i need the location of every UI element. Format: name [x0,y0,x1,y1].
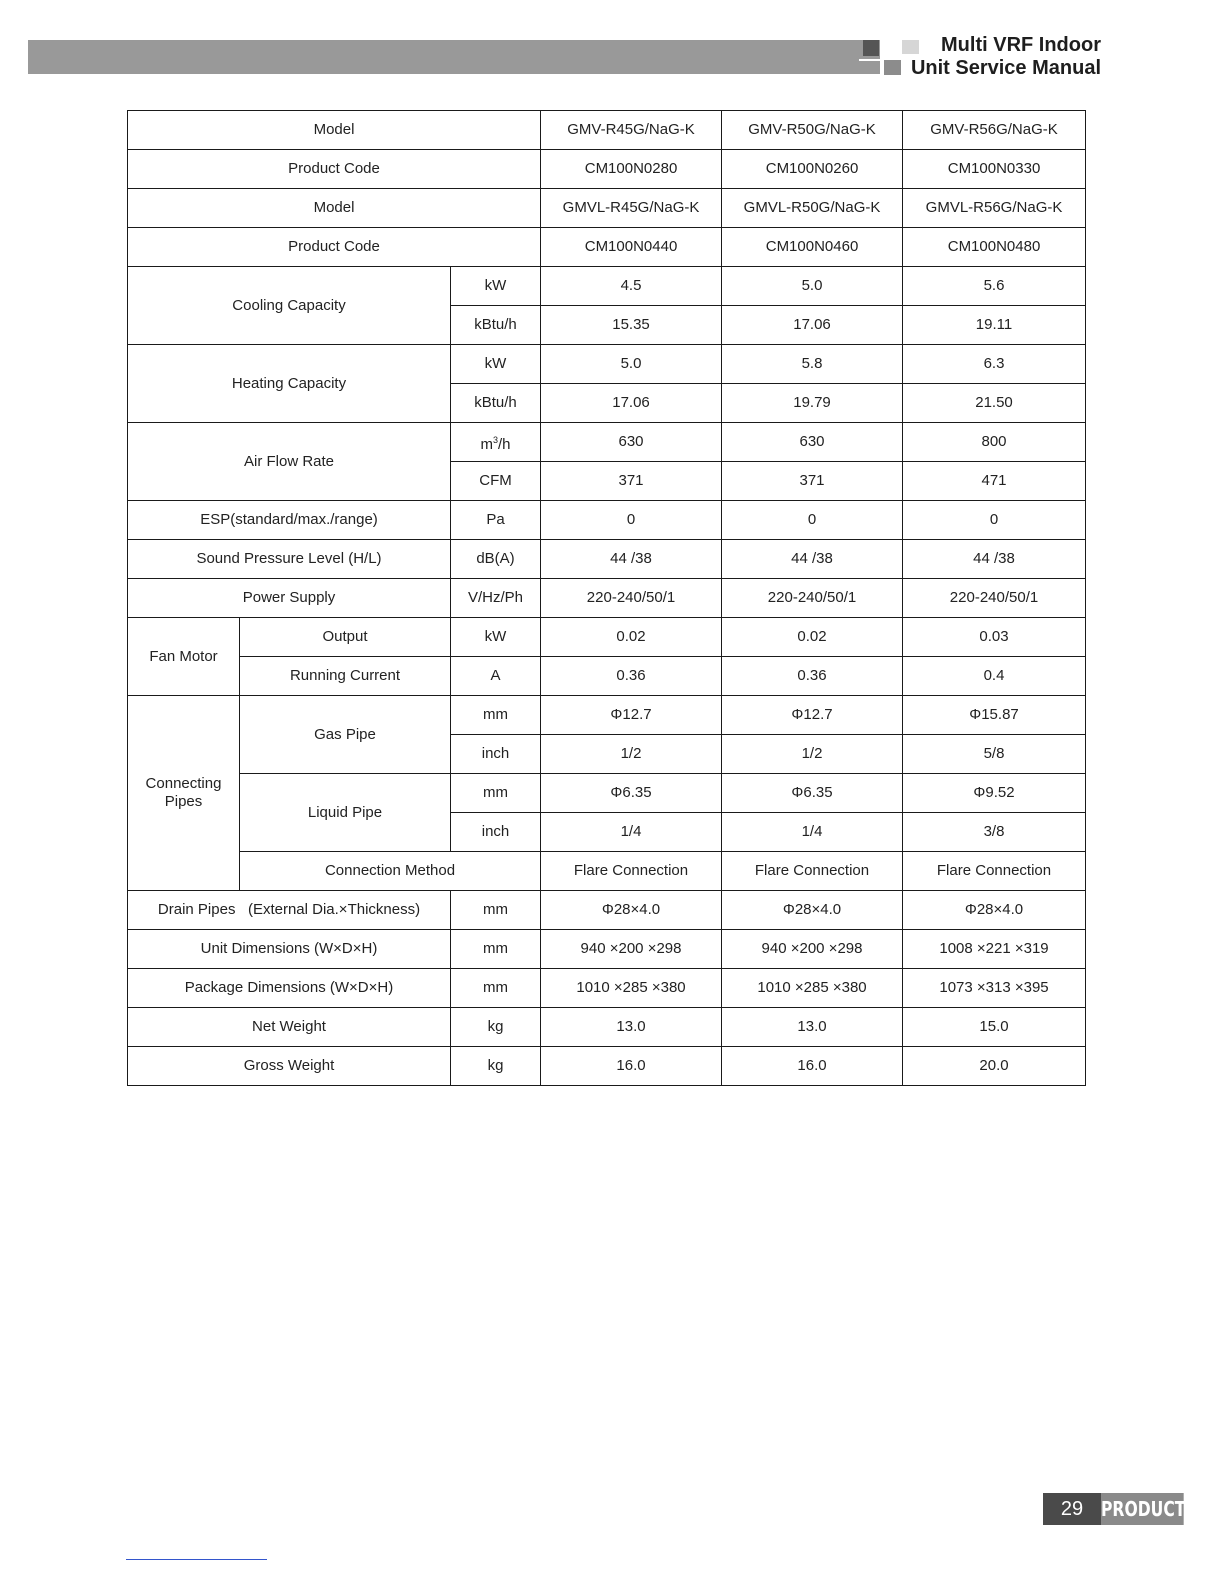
value-cell: Φ6.35 [541,774,722,813]
table-row [128,189,1086,228]
value-cell: 1073 ×313 ×395 [903,969,1086,1008]
unit-cell: V/Hz/Ph [451,579,541,618]
value-cell: 4.5 [541,267,722,306]
value-cell: 220-240/50/1 [722,579,903,618]
value-cell: 15.35 [541,306,722,345]
value-cell: Φ12.7 [541,696,722,735]
unit-cell: inch [451,813,541,852]
unit-cell: A [451,657,541,696]
table-row [128,579,1086,618]
table-row [128,111,1086,150]
value-cell: 1008 ×221 ×319 [903,930,1086,969]
value-cell: Flare Connection [541,852,722,891]
value-cell: Φ6.35 [722,774,903,813]
header-square-frame [859,40,883,61]
table-row [128,696,1086,735]
table-row [128,930,1086,969]
table-row [128,969,1086,1008]
value-cell: 940 ×200 ×298 [722,930,903,969]
value-cell: 44 /38 [541,540,722,579]
connection-method-label: Connection Method [240,852,541,891]
page-number: 29 [1043,1493,1101,1525]
table-row [128,267,1086,306]
unit-cell [451,423,541,462]
value-cell: Φ15.87 [903,696,1086,735]
unit-cell: mm [451,930,541,969]
unit-base: m [480,435,493,453]
cooling-capacity-label: Cooling Capacity [128,267,451,345]
value-cell: 630 [722,423,903,462]
unit-cell: kBtu/h [451,384,541,423]
value-cell: 220-240/50/1 [903,579,1086,618]
power-supply-label: Power Supply [128,579,451,618]
connecting-pipes-text: Connecting Pipes [145,775,222,810]
value-cell: 44 /38 [722,540,903,579]
value-cell: 20.0 [903,1047,1086,1086]
model-value: GMVL-R56G/NaG-K [903,189,1086,228]
value-cell: 1010 ×285 ×380 [722,969,903,1008]
unit-cell: kW [451,618,541,657]
model-value: GMV-R56G/NaG-K [903,111,1086,150]
liquid-pipe-label: Liquid Pipe [240,774,451,852]
value-cell: 5.6 [903,267,1086,306]
value-cell: 17.06 [541,384,722,423]
header-bar [28,40,880,74]
esp-label: ESP(standard/max./range) [128,501,451,540]
table-row [128,618,1086,657]
sound-pressure-label: Sound Pressure Level (H/L) [128,540,451,579]
table-row [128,345,1086,384]
unit-cell: CFM [451,462,541,501]
product-code-value: CM100N0440 [541,228,722,267]
unit-cell: inch [451,735,541,774]
product-code-value: CM100N0330 [903,150,1086,189]
value-cell: 5.0 [722,267,903,306]
value-cell: 17.06 [722,306,903,345]
unit-cell: mm [451,969,541,1008]
running-current-label: Running Current [240,657,451,696]
value-cell: 44 /38 [903,540,1086,579]
table-row [128,1047,1086,1086]
value-cell: 800 [903,423,1086,462]
value-cell: 1/2 [722,735,903,774]
value-cell: 371 [541,462,722,501]
unit-superscript: 3 [492,434,498,445]
fan-motor-label: Fan Motor [128,618,240,696]
gross-weight-label: Gross Weight [128,1047,451,1086]
unit-cell: kg [451,1047,541,1086]
heating-capacity-label: Heating Capacity [128,345,451,423]
unit-cell: dB(A) [451,540,541,579]
table-row [128,852,1086,891]
product-code-value: CM100N0460 [722,228,903,267]
fan-output-label: Output [240,618,451,657]
value-cell: 0 [541,501,722,540]
value-cell: 0.36 [722,657,903,696]
value-cell: 371 [722,462,903,501]
table-row [128,657,1086,696]
unit-cell: mm [451,696,541,735]
value-cell: 5.8 [722,345,903,384]
value-cell: 0.02 [541,618,722,657]
value-cell: 16.0 [722,1047,903,1086]
model-value: GMVL-R45G/NaG-K [541,189,722,228]
value-cell: 0 [722,501,903,540]
product-code-label: Product Code [128,150,541,189]
value-cell: 13.0 [541,1008,722,1047]
value-cell: 21.50 [903,384,1086,423]
header-square-mid [884,60,901,75]
value-cell: 630 [541,423,722,462]
value-cell: 5.0 [541,345,722,384]
value-cell: 1/4 [541,813,722,852]
unit-cell: mm [451,774,541,813]
value-cell: Φ9.52 [903,774,1086,813]
value-cell: 940 ×200 ×298 [541,930,722,969]
connecting-pipes-label [128,696,240,891]
model-value: GMV-R50G/NaG-K [722,111,903,150]
spec-table [127,110,1086,1086]
table-row [128,774,1086,813]
table-row [128,423,1086,462]
manual-title-line2: Unit Service Manual [910,57,1101,79]
value-cell: 1010 ×285 ×380 [541,969,722,1008]
drain-pipes-label: Drain Pipes (External Dia.×Thickness) [128,891,451,930]
product-code-value: CM100N0480 [903,228,1086,267]
package-dimensions-label: Package Dimensions (W×D×H) [128,969,451,1008]
value-cell: 0.02 [722,618,903,657]
value-cell: Φ28×4.0 [541,891,722,930]
value-cell: 3/8 [903,813,1086,852]
table-row [128,150,1086,189]
value-cell: 1/4 [722,813,903,852]
value-cell: 471 [903,462,1086,501]
manual-title-line1: Multi VRF Indoor [941,34,1101,56]
unit-cell: kBtu/h [451,306,541,345]
model-value: GMVL-R50G/NaG-K [722,189,903,228]
unit-cell: kg [451,1008,541,1047]
value-cell: 19.79 [722,384,903,423]
table-row [128,891,1086,930]
value-cell: Flare Connection [722,852,903,891]
value-cell: 1/2 [541,735,722,774]
footnote-divider [126,1559,267,1560]
product-code-value: CM100N0280 [541,150,722,189]
unit-cell: kW [451,267,541,306]
table-row [128,501,1086,540]
value-cell: 0.36 [541,657,722,696]
model-label: Model [128,111,541,150]
value-cell: 13.0 [722,1008,903,1047]
unit-dimensions-label: Unit Dimensions (W×D×H) [128,930,451,969]
value-cell: Φ28×4.0 [903,891,1086,930]
value-cell: 6.3 [903,345,1086,384]
product-code-value: CM100N0260 [722,150,903,189]
unit-cell: Pa [451,501,541,540]
unit-cell: kW [451,345,541,384]
air-flow-rate-label: Air Flow Rate [128,423,451,501]
value-cell: Flare Connection [903,852,1086,891]
value-cell: 0.03 [903,618,1086,657]
table-row [128,228,1086,267]
model-value: GMV-R45G/NaG-K [541,111,722,150]
value-cell: Φ28×4.0 [722,891,903,930]
table-row [128,1008,1086,1047]
unit-cell: mm [451,891,541,930]
value-cell: 16.0 [541,1047,722,1086]
value-cell: 220-240/50/1 [541,579,722,618]
model-label: Model [128,189,541,228]
product-code-label: Product Code [128,228,541,267]
value-cell: 19.11 [903,306,1086,345]
value-cell: 5/8 [903,735,1086,774]
value-cell: Φ12.7 [722,696,903,735]
value-cell: 0.4 [903,657,1086,696]
manual-title [911,34,1101,80]
net-weight-label: Net Weight [128,1008,451,1047]
gas-pipe-label: Gas Pipe [240,696,451,774]
section-label: PRODUCT [1101,1493,1184,1525]
unit-tail: /h [498,435,511,453]
table-row [128,540,1086,579]
value-cell: 15.0 [903,1008,1086,1047]
value-cell: 0 [903,501,1086,540]
